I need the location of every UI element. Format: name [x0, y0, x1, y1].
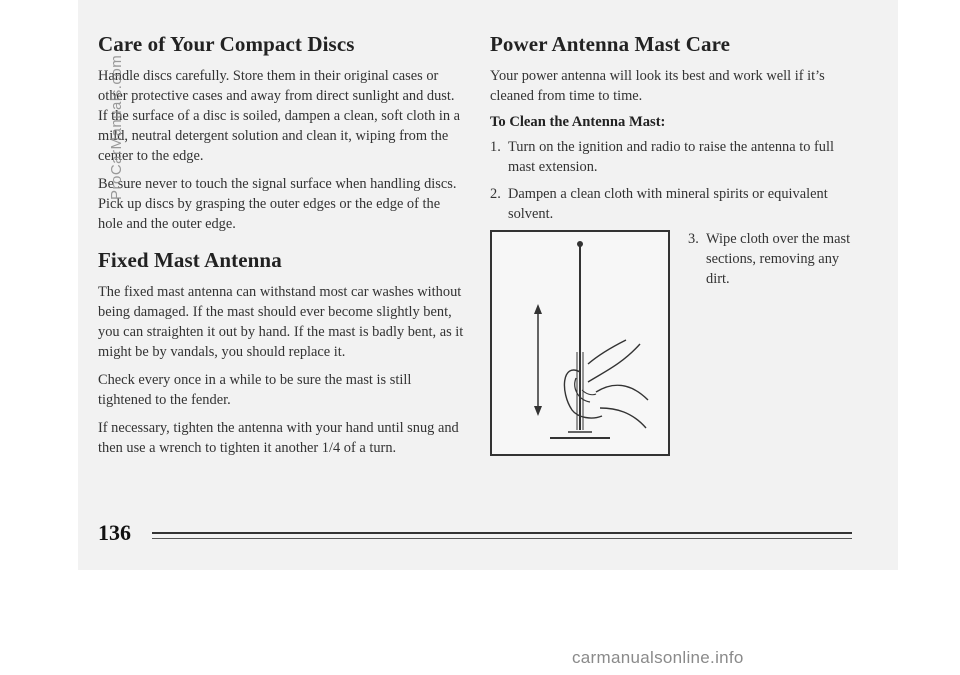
step-number: 3. — [688, 231, 699, 247]
side-watermark: ProCarManuals.com — [108, 54, 125, 200]
paragraph-fixed-mast-carwash: The fixed mast antenna can withstand most car washes without being damaged. If the mast should ever become slightly bent, you can straighten it out by hand. If the mast is badly bent, as it might be by vandals, you should replace it. — [98, 284, 464, 360]
step-text: Dampen a clean cloth with mineral spirits or equivalent solvent. — [508, 186, 828, 222]
page-number: 136 — [98, 520, 131, 545]
section-title-compact-discs: Care of Your Compact Discs — [98, 32, 355, 56]
step-row — [688, 229, 858, 289]
illustration-frame — [490, 230, 670, 456]
step-text: Turn on the ignition and radio to raise the antenna to full mast extension. — [508, 139, 834, 175]
step-number: 2. — [490, 186, 501, 202]
footer-rule-thin — [152, 538, 852, 539]
subhead-clean-mast: To Clean the Antenna Mast: — [490, 114, 666, 130]
antenna-illustration — [490, 230, 670, 456]
paragraph-power-antenna-intro: Your power antenna will look its best and work well if it’s cleaned from time to time. — [490, 68, 825, 104]
step-text: Wipe cloth over the mast sections, removing any dirt. — [706, 231, 851, 287]
paragraph-fixed-mast-check: Check every once in a while to be sure the mast is still tightened to the fender. — [98, 372, 412, 408]
bottom-watermark: carmanualsonline.info — [572, 648, 744, 667]
paragraph-disc-signal-surface: Be sure never to touch the signal surface when handling discs. Pick up discs by grasping the outer edges or the edge of the hole and the outer edge. — [98, 176, 457, 232]
section-title-power-antenna: Power Antenna Mast Care — [490, 32, 731, 56]
paragraph-fixed-mast-tighten: If necessary, tighten the antenna with your hand until snug and then use a wrench to tighten it another 1/4 of a turn. — [98, 420, 459, 456]
step-item — [490, 184, 860, 224]
section-title-fixed-mast: Fixed Mast Antenna — [98, 248, 282, 272]
right-column — [490, 32, 860, 231]
step-item — [688, 229, 858, 296]
hand-wiping-mast-drawing — [492, 232, 668, 454]
paragraph-disc-handling: Handle discs carefully. Store them in their original cases or other protective cases and away from direct sunlight and dust. If the surface of a disc is soiled, dampen a clean, soft cloth in a mild, neutral detergent solution and clean it, wiping from the center to the edge. — [98, 68, 461, 164]
left-column — [98, 32, 464, 466]
cleaning-steps-list — [490, 137, 860, 224]
footer-rule — [152, 532, 852, 534]
step-number: 1. — [490, 139, 501, 155]
step-item — [490, 137, 860, 177]
